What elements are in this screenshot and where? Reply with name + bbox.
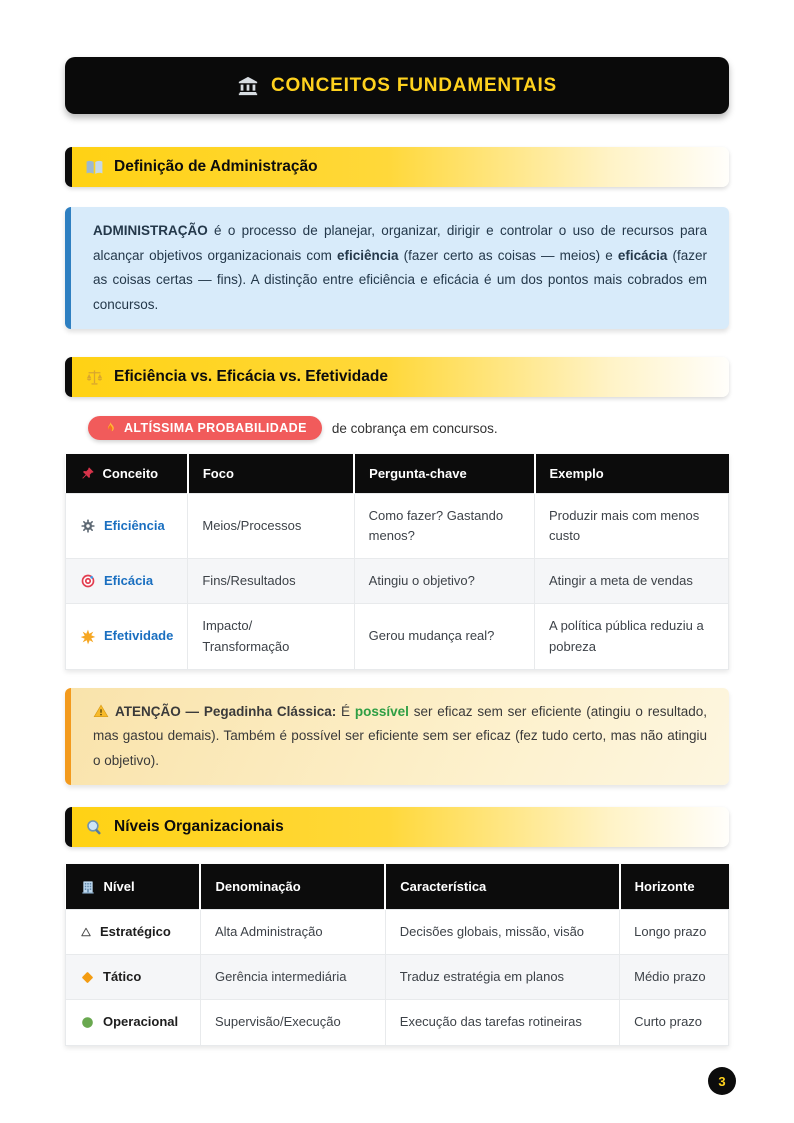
header-conceito: Conceito	[66, 454, 188, 494]
probability-suffix: de cobrança em concursos.	[331, 420, 498, 436]
cell-denominacao: Alta Administração	[200, 910, 385, 955]
magnifier-icon	[85, 818, 104, 837]
cell-nivel: Estratégico	[66, 910, 201, 955]
building-icon	[80, 879, 96, 895]
cell-exemplo: A política pública reduziu a pobreza	[535, 604, 729, 669]
cell-nivel: Tático	[66, 955, 201, 1000]
pushpin-icon	[80, 466, 95, 481]
cell-concept: Eficácia	[66, 559, 188, 604]
page-number-badge	[708, 1067, 736, 1095]
levels-table	[65, 864, 729, 1045]
header-pergunta-chave: Pergunta-chave	[354, 454, 534, 494]
header-nivel: Nível	[66, 864, 201, 910]
section-title: Níveis Organizacionais	[114, 818, 284, 836]
probability-badge	[88, 416, 322, 440]
cell-exemplo: Produzir mais com menos custo	[535, 494, 729, 559]
green-circle-icon	[80, 1015, 95, 1030]
definition-box	[65, 207, 729, 329]
cell-denominacao: Gerência intermediária	[200, 955, 385, 1000]
open-book-icon	[85, 158, 104, 177]
cell-pergunta: Gerou mudança real?	[354, 604, 534, 669]
flame-icon	[103, 421, 117, 435]
table-row	[66, 910, 729, 955]
definition-text: ADMINISTRAÇÃO é o processo de planejar, organizar, dirigir e controlar o uso de recursos para alcançar objetivos organizacionais com eficiência (fazer certo as coisas — meios) e eficácia (fazer as coisas certas — fins). A distinção entre eficiência e eficácia é um dos pontos mais cobrados em concursos.	[93, 223, 707, 312]
cell-concept: Eficiência	[66, 494, 188, 559]
cell-caracteristica: Execução das tarefas rotineiras	[385, 1000, 619, 1045]
cell-pergunta: Como fazer? Gastando menos?	[354, 494, 534, 559]
cell-foco: Meios/Processos	[188, 494, 354, 559]
target-icon	[80, 573, 96, 589]
cell-foco: Impacto/ Transformação	[188, 604, 354, 669]
header-denominacao: Denominação	[200, 864, 385, 910]
table-row	[66, 559, 729, 604]
table-row	[66, 494, 729, 559]
triangle-outline-icon	[80, 926, 92, 938]
cell-denominacao: Supervisão/Execução	[200, 1000, 385, 1045]
cell-horizonte: Médio prazo	[620, 955, 729, 1000]
header-caracteristica: Característica	[385, 864, 619, 910]
page-number: 3	[718, 1073, 726, 1089]
gear-icon	[80, 518, 96, 534]
cell-exemplo: Atingir a meta de vendas	[535, 559, 729, 604]
page-title: CONCEITOS FUNDAMENTAIS	[270, 74, 558, 96]
cell-concept: Efetividade	[66, 604, 188, 669]
cell-pergunta: Atingiu o objetivo?	[354, 559, 534, 604]
concept-table	[65, 454, 729, 670]
bank-icon	[237, 75, 259, 97]
header-foco: Foco	[188, 454, 354, 494]
cell-nivel: Operacional	[66, 1000, 201, 1045]
probability-row	[65, 416, 729, 440]
levels-table-header-row	[66, 864, 729, 910]
cell-caracteristica: Decisões globais, missão, visão	[385, 910, 619, 955]
section-header-definicao	[65, 147, 729, 187]
section-title: Definição de Administração	[114, 158, 318, 175]
table-row	[66, 955, 729, 1000]
probability-badge-label: ALTÍSSIMA PROBABILIDADE	[124, 421, 307, 435]
cell-caracteristica: Traduz estratégia em planos	[385, 955, 619, 1000]
table-row	[66, 1000, 729, 1045]
section-header-comparacao	[65, 357, 729, 397]
concept-table-header-row	[66, 454, 729, 494]
header-horizonte: Horizonte	[620, 864, 729, 910]
attention-box	[65, 688, 729, 786]
starburst-icon	[80, 629, 96, 645]
main-title-banner	[65, 57, 729, 114]
table-row	[66, 604, 729, 669]
cell-foco: Fins/Resultados	[188, 559, 354, 604]
warning-icon	[93, 703, 109, 719]
cell-horizonte: Longo prazo	[620, 910, 729, 955]
section-title: Eficiência vs. Eficácia vs. Efetividade	[114, 368, 388, 385]
orange-diamond-icon	[80, 970, 95, 985]
cell-horizonte: Curto prazo	[620, 1000, 729, 1045]
scales-icon	[85, 368, 104, 387]
attention-text: ATENÇÃO — Pegadinha Clássica: É possível ser eficaz sem ser eficiente (atingiu o resultado, mas gastou demais). Também é possível ser eficiente sem ser eficaz (fez tudo certo, mas não atingiu o objetivo).	[93, 703, 707, 768]
section-header-niveis	[65, 807, 729, 847]
header-exemplo: Exemplo	[535, 454, 729, 494]
